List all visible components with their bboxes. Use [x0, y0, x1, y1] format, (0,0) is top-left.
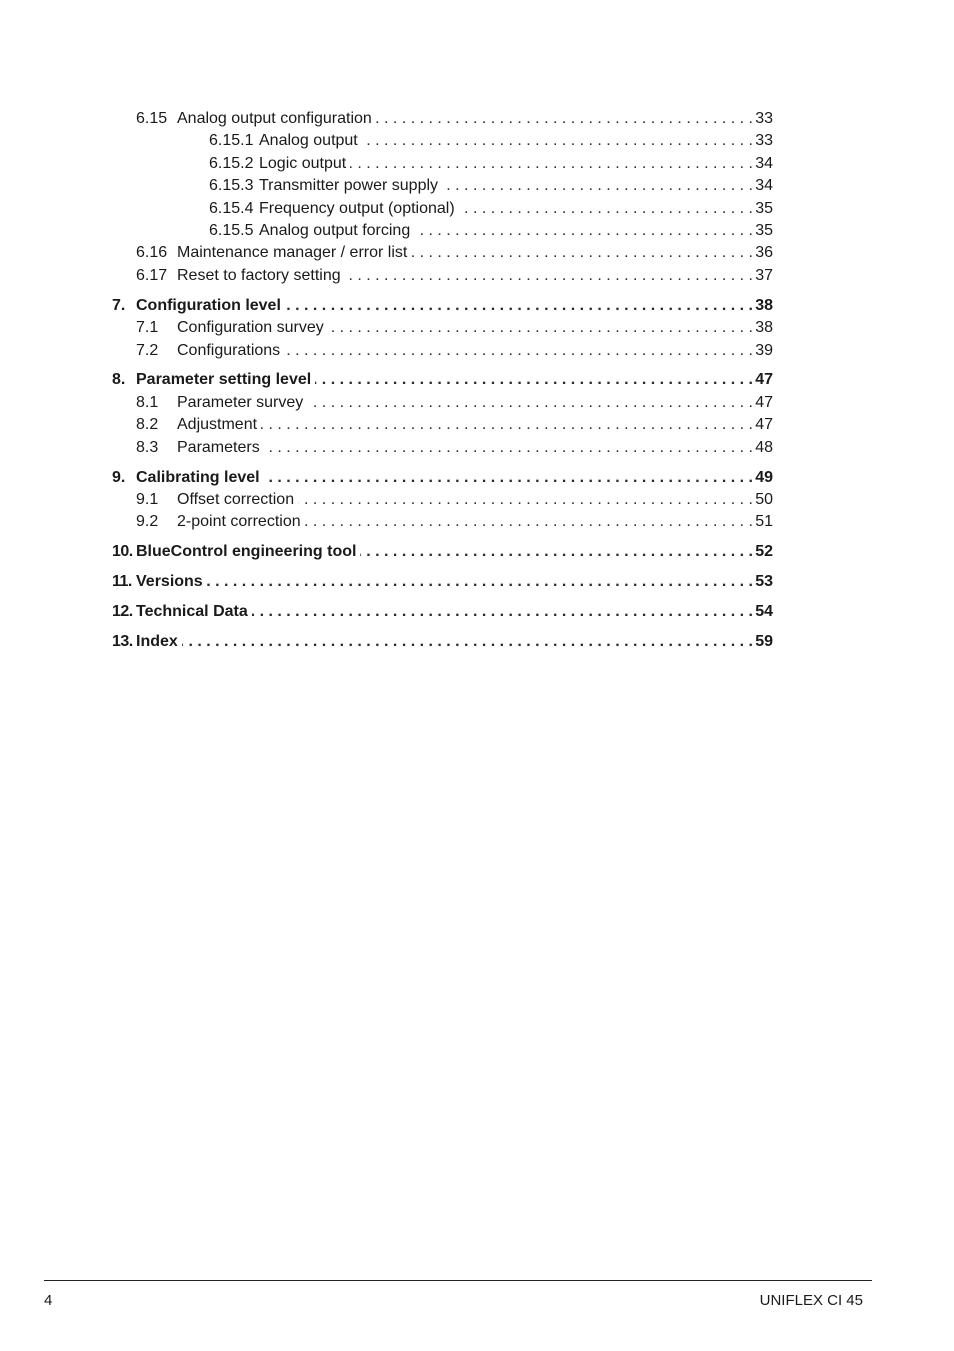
toc-entry-title: Adjustment: [177, 416, 258, 434]
toc-dot-leader: [360, 541, 753, 563]
toc-dot-leader: [305, 511, 753, 533]
toc-dot-leader: [182, 631, 753, 653]
toc-entry-number: 6.15.4: [209, 199, 254, 217]
toc-entry[interactable]: [112, 414, 773, 436]
toc-entry-number: 13.: [112, 633, 133, 651]
toc-dot-leader: [350, 153, 753, 175]
toc-entry-title: Reset to factory setting: [177, 266, 341, 284]
toc-entry-page: 35: [755, 221, 773, 239]
footer-page-number: 4: [44, 1292, 53, 1309]
toc-entry-number: 11.: [112, 573, 132, 591]
toc-entry-number: 6.15.3: [209, 177, 254, 195]
toc-dot-leader: [264, 437, 753, 459]
toc-entry-page: 38: [755, 319, 773, 337]
toc-dot-leader: [261, 414, 753, 436]
toc-entry-title: Offset correction: [177, 491, 295, 509]
toc-entry-number: 9.2: [136, 513, 159, 531]
toc-dot-leader: [345, 265, 753, 287]
toc-entry-number: 6.15.1: [209, 132, 254, 150]
toc-dot-leader: [411, 242, 753, 264]
toc-entry-page: 34: [755, 177, 773, 195]
toc-entry-title: Analog output forcing: [259, 221, 411, 239]
toc-entry[interactable]: [112, 198, 773, 220]
toc-entry-page: 48: [755, 438, 773, 456]
toc-entry-number: 8.3: [136, 438, 159, 456]
toc-dot-leader: [315, 369, 753, 391]
toc-entry-page: 54: [755, 603, 773, 621]
toc-entry-title: Configuration level: [136, 296, 281, 314]
toc-entry-page: 36: [755, 244, 773, 262]
toc-dot-leader: [459, 198, 753, 220]
toc-entry-page: 47: [755, 393, 773, 411]
toc-entry-number: 6.15.5: [209, 221, 254, 239]
toc-entry[interactable]: [112, 265, 773, 287]
toc-entry[interactable]: [112, 295, 773, 317]
toc-entry-page: 53: [755, 573, 773, 591]
toc-dot-leader: [376, 108, 753, 130]
toc-entry-number: 6.16: [136, 244, 168, 262]
toc-entry-title: Logic output: [259, 154, 347, 172]
toc-entry-page: 59: [755, 633, 773, 651]
toc-entry-number: 9.1: [136, 491, 159, 509]
toc-entry-number: 8.: [112, 371, 126, 389]
toc-entry-page: 37: [755, 266, 773, 284]
toc-dot-leader: [207, 571, 753, 593]
toc-entry[interactable]: [112, 108, 773, 130]
toc-entry[interactable]: [112, 369, 773, 391]
toc-entry-number: 6.17: [136, 266, 168, 284]
toc-entry[interactable]: [112, 571, 773, 593]
toc-entry[interactable]: [112, 317, 773, 339]
toc-entry-page: 39: [755, 341, 773, 359]
toc-entry-title: Transmitter power supply: [259, 177, 439, 195]
toc-entry-page: 52: [755, 543, 773, 561]
toc-entry-number: 7.2: [136, 341, 159, 359]
toc-entry-title: Configuration survey: [177, 319, 324, 337]
toc-entry-page: 50: [755, 491, 773, 509]
toc-entry-number: 8.2: [136, 416, 159, 434]
toc-dot-leader: [362, 130, 753, 152]
toc-entry[interactable]: [112, 467, 773, 489]
toc-entry-title: Calibrating level: [136, 468, 260, 486]
toc-entry-title: Analog output configuration: [177, 110, 372, 127]
toc-entry[interactable]: [112, 153, 773, 175]
toc-entry-number: 9.: [112, 468, 126, 486]
toc-entry-title: BlueControl engineering tool: [136, 543, 357, 561]
toc-dot-leader: [328, 317, 753, 339]
toc-entry[interactable]: [112, 541, 773, 563]
toc-dot-leader: [284, 340, 753, 362]
toc-entry-page: 34: [755, 154, 773, 172]
toc-dot-leader: [298, 489, 753, 511]
toc-entry-title: Analog output: [259, 132, 358, 150]
toc-entry-number: 6.15.2: [209, 154, 254, 172]
toc-entry[interactable]: [112, 511, 773, 533]
toc-entry-number: 6.15: [136, 110, 168, 127]
toc-entry-title: Parameter survey: [177, 393, 304, 411]
toc-entry-page: 51: [755, 513, 773, 531]
toc-entry-title: Versions: [136, 573, 203, 591]
toc-dot-leader: [285, 295, 753, 317]
toc-entry-page: 47: [755, 416, 773, 434]
toc-dot-leader: [307, 392, 753, 414]
toc-entry-title: Index: [136, 633, 178, 651]
toc-entry[interactable]: [112, 489, 773, 511]
toc-entry[interactable]: [112, 130, 773, 152]
toc-entry-title: 2-point correction: [177, 513, 301, 531]
toc-entry-title: Parameters: [177, 438, 260, 456]
toc-entry[interactable]: [112, 437, 773, 459]
toc-entry[interactable]: [112, 392, 773, 414]
toc-entry-page: 33: [755, 110, 773, 127]
toc-entry-number: 12.: [112, 603, 133, 621]
toc-entry-page: 38: [755, 296, 773, 314]
toc-entry-title: Maintenance manager / error list: [177, 244, 408, 262]
toc-entry[interactable]: [112, 601, 773, 623]
toc-dot-leader: [442, 175, 753, 197]
toc-entry-page: 33: [755, 132, 773, 150]
toc-entry[interactable]: [112, 175, 773, 197]
toc-entry[interactable]: [112, 340, 773, 362]
toc-entry-number: 8.1: [136, 393, 159, 411]
toc-dot-leader: [414, 220, 753, 242]
toc-entry[interactable]: [112, 631, 773, 653]
toc-entry-title: Configurations: [177, 341, 281, 359]
footer-divider: [44, 1280, 872, 1281]
toc-entry-title: Parameter setting level: [136, 371, 312, 389]
toc-entry-number: 10.: [112, 543, 133, 561]
toc-entry[interactable]: [112, 220, 773, 242]
toc-entry-page: 35: [755, 199, 773, 217]
toc-entry-number: 7.1: [136, 319, 159, 337]
toc-entry-title: Technical Data: [136, 603, 248, 621]
toc-dot-leader: [264, 467, 753, 489]
toc-entry-page: 49: [755, 468, 773, 486]
toc-dot-leader: [252, 601, 753, 623]
footer-product-name: UNIFLEX CI 45: [759, 1292, 863, 1309]
toc-entry-page: 47: [755, 371, 773, 389]
toc-entry-number: 7.: [112, 296, 126, 314]
toc-entry[interactable]: [112, 242, 773, 264]
toc-entry-title: Frequency output (optional): [259, 199, 455, 217]
table-of-contents: [112, 108, 773, 654]
